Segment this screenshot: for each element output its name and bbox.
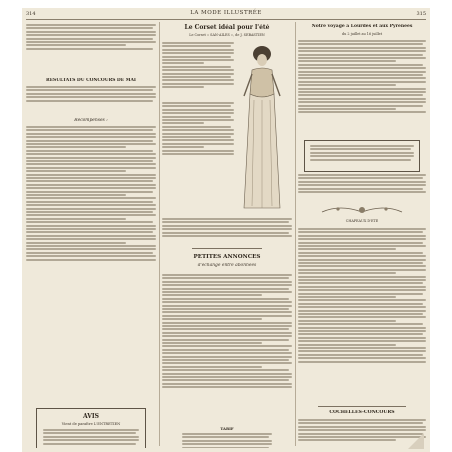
text-line [26,228,156,230]
text-line [26,255,156,257]
text-line [26,133,156,135]
avis-box [36,408,146,448]
text-line [162,116,231,118]
text-line [298,181,426,183]
text-line [182,440,272,442]
text-line [26,34,156,36]
text-line [162,284,292,286]
text-line [298,282,423,284]
text-line [162,318,262,320]
text-line [298,296,396,298]
text-line [162,109,234,111]
text-line [162,150,234,152]
text-line [298,231,423,233]
text-line [298,188,423,190]
text-line [162,342,262,344]
floral-vignette-icon [318,202,406,218]
text-line [298,47,426,49]
text-line [298,43,423,45]
text-line [162,133,234,135]
text-line [298,354,423,356]
text-line [162,218,292,220]
text-line [298,105,423,107]
text-line [298,333,423,335]
text-line [298,248,396,250]
text-line [298,361,426,363]
text-line [26,24,156,26]
text-line [298,340,426,342]
text-line [162,62,204,64]
text-line [298,84,396,86]
text-line [298,316,426,318]
text-line [162,379,289,381]
text-line [26,27,153,29]
text-line [162,373,292,375]
voyage-subheading: du 2 juillet au 16 juillet [341,32,383,36]
text-line [298,108,396,110]
text-line [162,386,292,388]
text-line [298,429,426,431]
text-line [162,291,292,293]
text-line [310,152,414,154]
text-line [298,422,423,424]
text-line [162,232,289,234]
text-line [162,322,292,324]
text-line [298,426,426,428]
text-line [298,262,423,264]
text-line [298,191,426,193]
text-line [162,105,231,107]
text-line [298,259,426,261]
text-line [162,228,292,230]
text-line [298,293,423,295]
text-line [298,57,426,59]
text-line [162,274,292,276]
text-line [298,77,426,79]
text-line [162,383,292,385]
text-line [182,433,272,435]
text-line [43,443,136,445]
text-line [26,129,153,131]
text-line [162,112,234,114]
text-line [162,79,234,81]
text-line [162,66,231,68]
text-line [162,359,289,361]
text-line [162,86,204,88]
text-line [162,42,234,44]
text-line [162,143,234,145]
section-divider [192,248,262,249]
text-line [26,136,156,138]
column-left [26,22,156,448]
text-line [43,436,139,438]
text-line [310,148,411,150]
info-box [304,140,420,172]
text-line [26,86,156,88]
text-line [162,311,292,313]
text-line [162,126,231,128]
text-line [26,31,156,33]
text-line [298,40,426,42]
text-line [298,81,426,83]
text-line [298,238,426,240]
text-line [26,44,126,46]
text-line [298,94,423,96]
prizes-heading: Récompenses : [74,118,108,123]
text-line [43,439,139,441]
text-line [162,356,292,358]
text-line [26,214,156,216]
text-line [298,71,426,73]
column-middle [162,22,292,448]
text-line [298,111,426,113]
text-line [298,269,426,271]
text-line [298,50,426,52]
text-line [162,119,234,121]
voyage-heading: Notre voyage à Lourdes et aux Pyrénées [311,24,413,29]
text-line [26,100,153,102]
text-line [162,73,234,75]
text-line [162,69,234,71]
section-divider [318,406,406,407]
page-number-right: 315 [416,11,426,17]
text-line [26,96,156,98]
page-fold-corner-icon [408,433,424,449]
text-line [162,56,231,58]
text-line [26,38,153,40]
text-line [298,350,426,352]
text-line [162,298,289,300]
text-line [26,204,156,206]
text-line [298,74,423,76]
text-line [26,93,156,95]
text-line [162,281,292,283]
text-line [298,320,396,322]
text-line [298,433,423,435]
text-line [162,122,204,124]
text-line [298,255,426,257]
text-line [298,344,396,346]
text-line [298,98,426,100]
text-line [162,308,289,310]
text-line [162,376,292,378]
corset-lady-illustration [238,40,286,212]
text-line [26,146,126,148]
column-divider [295,22,296,446]
text-line [298,54,423,56]
corset-heading: Le Corset idéal pour l'été [184,24,270,31]
text-line [26,150,153,152]
text-line [26,252,153,254]
text-line [26,157,156,159]
text-line [162,129,234,131]
corset-subheading: Le Corset « SAN-AILES », de J. SEBASTIEN [189,33,265,37]
text-line [162,332,292,334]
text-line [26,140,153,142]
text-line [298,228,426,230]
text-line [162,305,292,307]
text-line [162,335,292,337]
text-line [298,184,426,186]
text-line [26,242,126,244]
text-line [26,191,153,193]
masthead-title: LA MODE ILLUSTRÉE [190,10,262,16]
text-line [298,242,423,244]
text-line [26,167,156,169]
text-line [310,155,414,157]
text-line [26,48,153,50]
text-line [162,277,289,279]
text-line [26,163,156,165]
text-line [310,159,411,161]
text-line [162,288,289,290]
text-line [162,352,292,354]
text-line [182,447,269,448]
text-line [298,289,426,291]
text-line [162,221,289,223]
text-line [162,294,262,296]
text-line [162,362,292,364]
newspaper-page [22,8,430,452]
text-line [26,197,156,199]
text-line [162,301,292,303]
ads-subheading: d'échange entre abonnées [197,263,257,268]
avis-heading: AVIS [82,413,99,420]
text-line [162,349,289,351]
text-line [162,339,289,341]
text-line [26,231,153,233]
text-line [298,272,396,274]
text-line [162,225,292,227]
text-line [298,337,426,339]
text-line [298,252,423,254]
text-line [26,160,153,162]
text-line [162,325,292,327]
avis-line: Vient de paraître L'ENTRETIEN [61,422,121,426]
text-line [298,347,426,349]
text-line [298,323,423,325]
text-line [298,67,426,69]
column-right [298,22,426,448]
text-line [26,41,156,43]
text-line [298,286,426,288]
text-line [26,153,156,155]
text-line [298,177,423,179]
text-line [26,259,156,261]
text-line [26,174,156,176]
text-line [26,187,156,189]
text-line [43,432,136,434]
text-line [26,235,156,237]
text-line [43,429,139,431]
text-line [162,139,234,141]
text-line [162,328,289,330]
text-line [298,265,426,267]
text-line [162,59,234,61]
text-line [298,357,426,359]
chapeaux-label: CHAPEAUX D'ÉTÉ [345,219,379,223]
text-line [26,89,153,91]
text-line [298,91,426,93]
text-line [162,102,234,104]
text-line [298,439,396,441]
text-line [162,345,292,347]
text-line [162,153,234,155]
text-line [26,126,156,128]
text-line [162,369,289,371]
text-line [298,174,426,176]
text-line [298,419,426,421]
text-line [310,145,414,147]
text-line [26,201,153,203]
text-line [162,76,231,78]
text-line [182,443,272,445]
text-line [298,279,426,281]
ads-heading: PETITES ANNONCES [193,254,261,260]
text-line [26,143,156,145]
text-line [298,245,426,247]
text-line [298,235,426,237]
page-number-left: 314 [26,11,36,17]
text-line [26,218,126,220]
text-line [26,221,153,223]
text-line [162,366,262,368]
header-rule [26,19,426,20]
text-line [26,211,153,213]
text-line [298,276,426,278]
text-line [162,136,231,138]
page-header [22,10,430,19]
text-line [298,327,426,329]
text-line [162,83,234,85]
text-line [298,64,423,66]
tarif-heading: TARIF [220,426,234,431]
text-line [298,60,396,62]
text-line [298,436,426,438]
text-line [162,235,292,237]
text-line [298,330,426,332]
text-line [298,88,426,90]
text-line [298,306,426,308]
text-line [298,299,426,301]
text-line [26,177,156,179]
text-line [26,184,156,186]
text-line [162,146,204,148]
contest-heading: RÉSULTATS DU CONCOURS DE MAI [46,78,136,83]
text-line [298,101,426,103]
text-line [298,313,423,315]
text-line [162,45,231,47]
contest2-heading: COCHELLES-CONCOURS [329,410,395,415]
text-line [26,238,156,240]
text-line [162,52,234,54]
text-line [26,225,156,227]
text-line [298,303,423,305]
text-line [162,49,234,51]
text-line [26,180,153,182]
text-line [26,245,156,247]
column-divider [159,22,160,446]
text-line [182,436,269,438]
text-line [298,310,426,312]
text-line [26,194,126,196]
text-line [26,208,156,210]
text-line [26,248,156,250]
text-line [26,170,126,172]
text-line [162,315,292,317]
